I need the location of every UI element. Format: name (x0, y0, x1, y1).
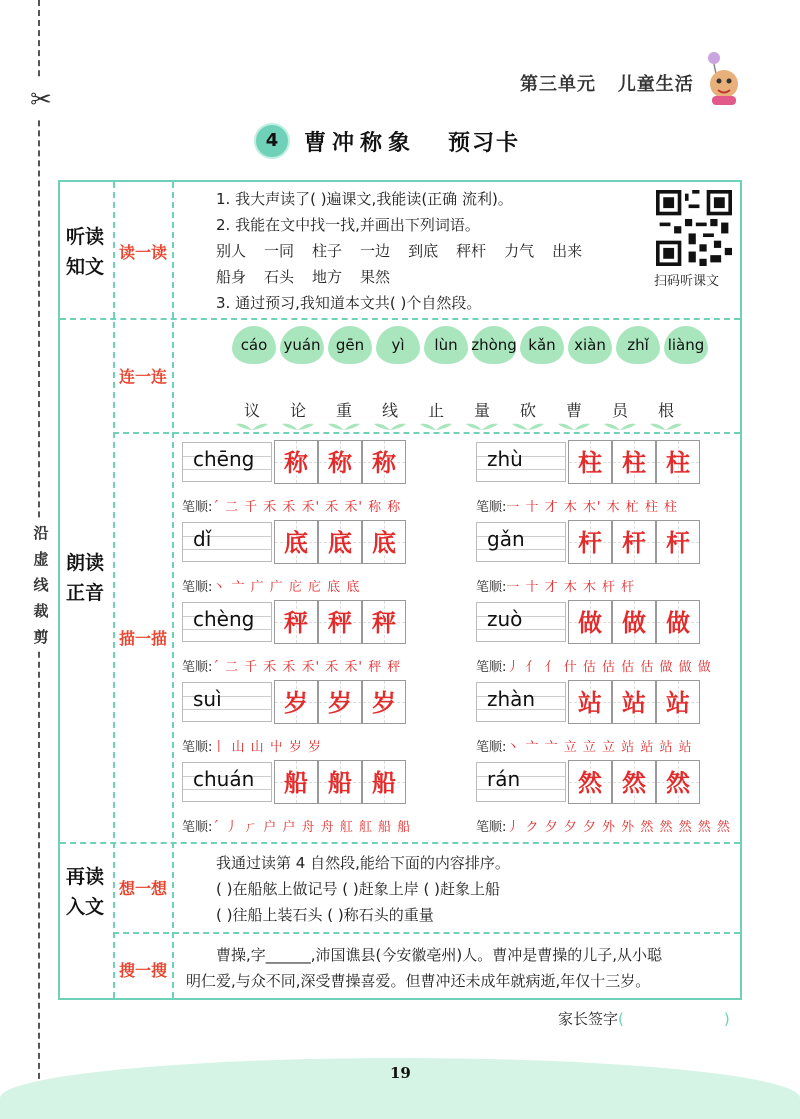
trace-char: 秤 (372, 609, 396, 637)
subsection-think: 想一想 (118, 879, 167, 898)
stroke-order (476, 656, 712, 675)
read-line-3: 3. 通过预习,我知道本文共( )个自然段。 (216, 294, 482, 312)
trace-char: 做 (578, 609, 602, 637)
match-char[interactable]: 论 (289, 401, 306, 420)
word: 一同 (264, 242, 295, 260)
pinyin-text: cáo (240, 336, 268, 354)
stroke-label: 笔顺: (476, 660, 507, 675)
match-char[interactable]: 止 (427, 401, 444, 420)
tracing-cell[interactable] (362, 760, 406, 804)
pinyin-leaf[interactable] (664, 326, 708, 364)
word: 一边 (360, 242, 391, 260)
divider (60, 318, 740, 320)
title-line: 朗读 (65, 552, 104, 574)
sprout-icon (508, 420, 548, 430)
parent-signature[interactable] (558, 1008, 730, 1029)
scissors-icon: ✂ (26, 80, 56, 120)
trace-char: 称 (328, 449, 352, 477)
pinyin-box (476, 522, 566, 562)
stroke-label: 笔顺: (182, 500, 213, 515)
trace-char: 然 (666, 769, 690, 797)
search-line-1: 曹操,字______,沛国谯县(今安徽亳州)人。曹冲是曹操的儿子,从小聪 (216, 946, 663, 964)
tracing-cell[interactable] (274, 520, 318, 564)
subsection-match: 连一连 (118, 367, 167, 386)
stroke-sequence: ˊ 二 千 禾 禾 禾' 禾 禾' 称 称 (212, 500, 402, 515)
trace-char: 船 (328, 769, 352, 797)
pinyin-text: gǎn (487, 527, 525, 551)
title-line: 正音 (65, 582, 104, 604)
sprout-icon (646, 420, 686, 430)
tracing-cell[interactable] (274, 680, 318, 724)
match-char[interactable]: 量 (473, 401, 490, 420)
pinyin-text: suì (193, 687, 222, 711)
word: 秤杆 (456, 242, 487, 260)
stroke-order (476, 496, 678, 515)
tracing-cell[interactable] (568, 760, 612, 804)
divider (113, 432, 740, 434)
trace-char: 然 (622, 769, 646, 797)
sprout-icon (416, 420, 456, 430)
stroke-label: 笔顺: (476, 820, 507, 835)
stroke-sequence: 一 十 才 木 木' 木 杧 柱 柱 (506, 500, 679, 515)
signature-close: ) (723, 1010, 730, 1028)
pinyin-box (476, 602, 566, 642)
sprout-icon (232, 420, 272, 430)
tracing-cell[interactable] (274, 760, 318, 804)
title-line: 再读 (65, 866, 104, 888)
pinyin-text: chēng (193, 447, 255, 471)
qr-code-icon[interactable] (656, 190, 732, 266)
match-char[interactable]: 砍 (519, 401, 536, 420)
pinyin-text: kǎn (528, 336, 556, 354)
trace-char: 做 (622, 609, 646, 637)
section-3-title (60, 862, 110, 922)
trace-char: 杆 (666, 529, 690, 557)
trace-char: 称 (284, 449, 308, 477)
tracing-cell[interactable] (656, 520, 700, 564)
card-label: 预习卡 (448, 130, 521, 156)
trace-char: 岁 (372, 689, 396, 717)
stroke-sequence: ˊ 二 千 禾 禾 禾' 禾 禾' 秤 秤 (212, 660, 402, 675)
stroke-order (182, 656, 401, 675)
signature-label: 家长签字 (558, 1010, 619, 1028)
tracing-cell[interactable] (318, 600, 362, 644)
tracing-cell[interactable] (656, 680, 700, 724)
stroke-label: 笔顺: (182, 820, 213, 835)
word: 船身 (216, 268, 247, 286)
match-char[interactable]: 曹 (565, 401, 582, 420)
subsection-read: 读一读 (118, 243, 167, 262)
pinyin-text: zhǐ (627, 336, 649, 354)
stroke-order (476, 816, 731, 835)
trace-char: 杆 (622, 529, 646, 557)
pinyin-text: gēn (335, 336, 365, 354)
word: 柱子 (312, 242, 343, 260)
tracing-cell[interactable] (568, 600, 612, 644)
sprout-icon (554, 420, 594, 430)
word: 力气 (504, 242, 535, 260)
section-2-title (60, 548, 110, 608)
word: 果然 (360, 268, 391, 286)
pinyin-box (182, 442, 272, 482)
match-char[interactable]: 重 (335, 401, 352, 420)
tracing-cell[interactable] (568, 680, 612, 724)
page-number: 19 (390, 1064, 411, 1082)
section-1-title (60, 222, 110, 282)
word-list-2 (216, 264, 408, 290)
trace-char: 柱 (622, 449, 646, 477)
tracing-cell[interactable] (612, 440, 656, 484)
stroke-order (182, 496, 401, 515)
stroke-sequence: 丿 亻 亻 什 估 估 估 估 做 做 做 (506, 660, 712, 675)
pinyin-box (182, 522, 272, 562)
tracing-cell[interactable] (568, 520, 612, 564)
cut-char: 线 (33, 576, 49, 594)
stroke-order (182, 816, 411, 835)
search-line-2: 明仁爱,与众不同,深受曹操喜爱。但曹冲还未成年就病逝,年仅十三岁。 (186, 972, 651, 990)
pinyin-box (182, 762, 272, 802)
pinyin-text: dǐ (193, 527, 212, 551)
title-line: 入文 (65, 896, 104, 918)
lesson-number: 4 (254, 123, 290, 159)
pinyin-box (476, 762, 566, 802)
pinyin-text: zhàn (487, 687, 536, 711)
qr-caption: 扫码听课文 (654, 274, 720, 289)
cut-instruction (30, 520, 52, 650)
lesson-header (254, 121, 520, 161)
tracing-cell[interactable] (274, 440, 318, 484)
stroke-label: 笔顺: (476, 740, 507, 755)
pinyin-box (182, 682, 272, 722)
stroke-sequence: 丶 亠 广 广 庀 庀 底 底 (212, 580, 361, 595)
pinyin-box (476, 442, 566, 482)
trace-char: 船 (284, 769, 308, 797)
think-intro: 我通过读第 4 自然段,能给下面的内容排序。 (216, 854, 510, 872)
title-line: 知文 (65, 256, 104, 278)
pinyin-box (476, 682, 566, 722)
stroke-sequence: ˊ 丿 ㄏ 户 户 舟 舟 舡 舡 船 船 (212, 820, 412, 835)
tracing-cell[interactable] (612, 600, 656, 644)
pinyin-text: lùn (434, 336, 458, 354)
tracing-cell[interactable] (612, 520, 656, 564)
trace-char: 做 (666, 609, 690, 637)
pinyin-text: yì (391, 336, 405, 354)
order-row-1: ( )在船舷上做记号 ( )赶象上岸 ( )赶象上船 (216, 880, 500, 898)
trace-char: 然 (578, 769, 602, 797)
trace-char: 秤 (328, 609, 352, 637)
trace-char: 底 (328, 529, 352, 557)
pinyin-text: zuò (487, 607, 523, 631)
tracing-cell[interactable] (274, 600, 318, 644)
sprout-icon (462, 420, 502, 430)
pinyin-text: chèng (193, 607, 255, 631)
subsection-trace: 描一描 (118, 629, 167, 648)
word: 别人 (216, 242, 247, 260)
pinyin-box (182, 602, 272, 642)
mascot-icon (698, 50, 744, 106)
cut-char: 虚 (33, 550, 49, 568)
trace-char: 底 (284, 529, 308, 557)
trace-char: 柱 (666, 449, 690, 477)
trace-char: 船 (372, 769, 396, 797)
stroke-label: 笔顺: (182, 580, 213, 595)
word: 出来 (552, 242, 583, 260)
cut-char: 裁 (33, 602, 49, 620)
lesson-title: 曹冲称象 (304, 130, 417, 156)
tracing-cell[interactable] (612, 680, 656, 724)
stroke-order (476, 736, 693, 755)
stroke-label: 笔顺: (476, 580, 507, 595)
tracing-cell[interactable] (362, 520, 406, 564)
trace-char: 底 (372, 529, 396, 557)
tracing-cell[interactable] (362, 600, 406, 644)
cut-char: 剪 (33, 628, 49, 646)
trace-char: 站 (578, 689, 602, 717)
sprout-icon (278, 420, 318, 430)
cut-char: 沿 (33, 524, 49, 542)
match-char[interactable]: 根 (657, 401, 674, 420)
stroke-label: 笔顺: (476, 500, 507, 515)
stroke-label: 笔顺: (182, 660, 213, 675)
title-line: 听读 (65, 226, 104, 248)
divider (113, 932, 740, 934)
word: 到底 (408, 242, 439, 260)
stroke-order (476, 576, 635, 595)
pinyin-text: chuán (193, 767, 255, 791)
stroke-sequence: 丿 ク 夕 夕 夕 外 外 然 然 然 然 然 (506, 820, 731, 835)
stroke-order (182, 576, 360, 595)
trace-char: 称 (372, 449, 396, 477)
tracing-cell[interactable] (318, 440, 362, 484)
stroke-sequence: 丨 山 山 屮 岁 岁 (212, 740, 323, 755)
pinyin-text: liàng (667, 336, 705, 354)
read-line-2: 2. 我能在文中找一找,并画出下列词语。 (216, 216, 480, 234)
stroke-sequence: 丶 亠 亠 立 立 立 站 站 站 站 (506, 740, 693, 755)
unit-name: 第三单元 (520, 74, 596, 95)
pinyin-text: zhòng (471, 336, 517, 354)
stroke-label: 笔顺: (182, 740, 213, 755)
tracing-cell[interactable] (318, 760, 362, 804)
read-line-1: 1. 我大声读了( )遍课文,我能读(正确 流利)。 (216, 190, 513, 208)
tracing-cell[interactable] (318, 520, 362, 564)
trace-char: 岁 (328, 689, 352, 717)
divider (60, 842, 740, 844)
trace-char: 站 (666, 689, 690, 717)
word: 石头 (264, 268, 295, 286)
tracing-cell[interactable] (656, 440, 700, 484)
tracing-cell[interactable] (362, 440, 406, 484)
trace-char: 岁 (284, 689, 308, 717)
tracing-cell[interactable] (612, 760, 656, 804)
tracing-cell[interactable] (656, 760, 700, 804)
trace-char: 秤 (284, 609, 308, 637)
unit-header (520, 70, 694, 96)
trace-char: 柱 (578, 449, 602, 477)
match-char[interactable]: 员 (611, 401, 628, 420)
sprout-icon (324, 420, 364, 430)
tracing-cell[interactable] (568, 440, 612, 484)
trace-char: 杆 (578, 529, 602, 557)
match-char[interactable]: 线 (381, 401, 398, 420)
pinyin-text: zhù (487, 447, 523, 471)
tracing-cell[interactable] (362, 680, 406, 724)
tracing-cell[interactable] (656, 600, 700, 644)
word-list-1 (216, 238, 600, 264)
pinyin-text: yuán (283, 336, 321, 354)
trace-char: 站 (622, 689, 646, 717)
stroke-sequence: 一 十 才 木 木 杆 杆 (506, 580, 636, 595)
match-char[interactable]: 议 (243, 401, 260, 420)
signature-open: ( (618, 1010, 624, 1028)
subsection-search: 搜一搜 (118, 961, 167, 980)
tracing-cell[interactable] (318, 680, 362, 724)
pinyin-text: rán (487, 767, 521, 791)
sprout-icon (600, 420, 640, 430)
word: 地方 (312, 268, 343, 286)
sprout-icon (370, 420, 410, 430)
order-row-2: ( )往船上装石头 ( )称石头的重量 (216, 906, 434, 924)
pinyin-text: xiàn (574, 336, 606, 354)
stroke-order (182, 736, 322, 755)
unit-topic: 儿童生活 (617, 74, 694, 95)
